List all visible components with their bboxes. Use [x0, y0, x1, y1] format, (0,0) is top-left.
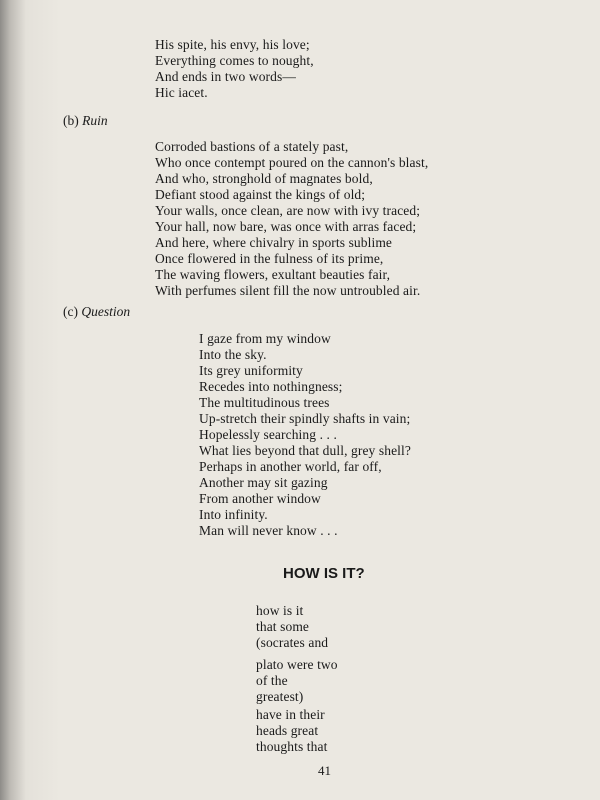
poem-line: Up-stretch their spindly shafts in vain;: [199, 411, 411, 426]
poem-line: Another may sit gazing: [199, 475, 328, 490]
poem-line: Who once contempt poured on the cannon's blast,: [155, 155, 429, 170]
poem-line: Once flowered in the fulness of its prime,: [155, 251, 384, 266]
poem-line: I gaze from my window: [199, 331, 331, 346]
poem-line: Corroded bastions of a stately past,: [155, 139, 349, 154]
section-label-question: [63, 304, 130, 319]
poem-line: Recedes into nothingness;: [199, 379, 343, 394]
poem-line: heads great: [256, 723, 319, 738]
poem-line: Into the sky.: [199, 347, 267, 362]
poem-line: Into infinity.: [199, 507, 268, 522]
poem-line: of the: [256, 673, 288, 688]
poem-line: that some: [256, 619, 310, 634]
poem-line: Its grey uniformity: [199, 363, 303, 378]
section-marker: (c): [63, 304, 78, 319]
poem-line: Perhaps in another world, far off,: [199, 459, 382, 474]
poem-line: have in their: [256, 707, 325, 722]
section-title: Question: [81, 304, 131, 319]
poem-line: And ends in two words—: [155, 69, 296, 84]
section-title: Ruin: [82, 113, 108, 128]
poem-line: Everything comes to nought,: [155, 53, 314, 68]
poem-line: And who, stronghold of magnates bold,: [155, 171, 373, 186]
poem-line: thoughts that: [256, 739, 328, 754]
page-number: 41: [318, 763, 331, 778]
poem-line: how is it: [256, 603, 304, 618]
poem-line: Hopelessly searching . . .: [199, 427, 337, 442]
poem-line: The multitudinous trees: [199, 395, 330, 410]
poem-line: Hic iacet.: [155, 85, 208, 100]
poem-line: With perfumes silent fill the now untroubled air.: [155, 283, 421, 298]
poem-line: greatest): [256, 689, 304, 704]
poem-line: Your walls, once clean, are now with ivy traced;: [155, 203, 421, 218]
poem-title: HOW IS IT?: [283, 565, 365, 582]
poem-line: Defiant stood against the kings of old;: [155, 187, 366, 202]
poem-line: His spite, his envy, his love;: [155, 37, 310, 52]
poem-line: Man will never know . . .: [199, 523, 338, 538]
poem-line: And here, where chivalry in sports sublime: [155, 235, 393, 250]
poem-line: plato were two: [256, 657, 338, 672]
section-label-ruin: [63, 113, 108, 128]
poem-line: What lies beyond that dull, grey shell?: [199, 443, 411, 458]
poem-line: The waving flowers, exultant beauties fair,: [155, 267, 391, 282]
poem-line: Your hall, now bare, was once with arras faced;: [155, 219, 417, 234]
poem-line: From another window: [199, 491, 321, 506]
section-marker: (b): [63, 113, 79, 128]
poem-line: (socrates and: [256, 635, 329, 650]
